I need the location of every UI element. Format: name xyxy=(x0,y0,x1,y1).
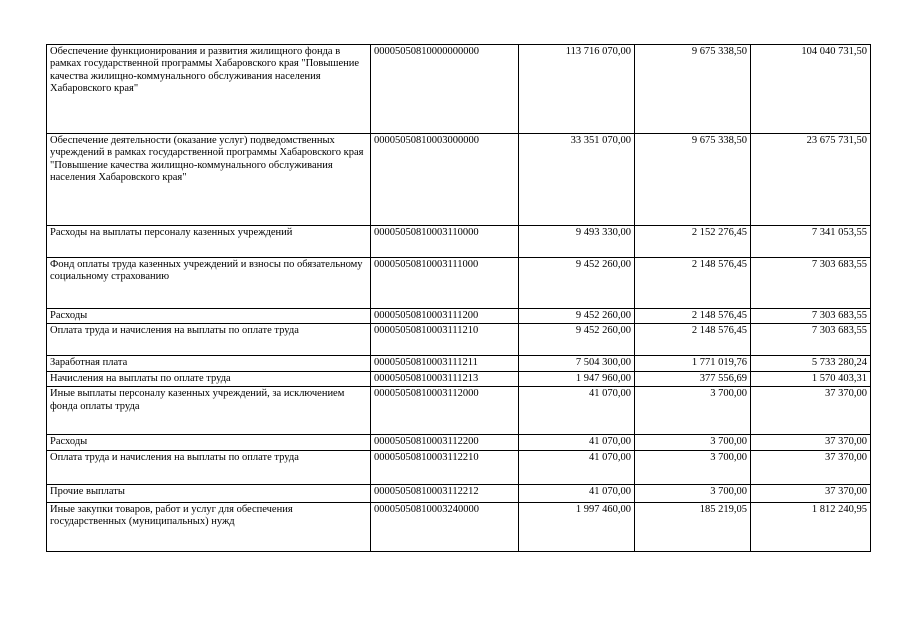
row-executed: 2 148 576,45 xyxy=(635,258,751,309)
row-approved: 41 070,00 xyxy=(519,484,635,502)
row-name: Прочие выплаты xyxy=(47,484,371,502)
table-row xyxy=(47,226,871,258)
row-executed: 2 148 576,45 xyxy=(635,324,751,356)
row-remaining: 5 733 280,24 xyxy=(751,356,871,371)
table-row xyxy=(47,450,871,484)
row-approved: 1 997 460,00 xyxy=(519,502,635,551)
table-row xyxy=(47,324,871,356)
row-name: Расходы xyxy=(47,309,371,324)
row-remaining: 1 812 240,95 xyxy=(751,502,871,551)
row-code: 00005050810003111200 xyxy=(371,309,519,324)
row-name: Заработная плата xyxy=(47,356,371,371)
row-executed: 377 556,69 xyxy=(635,371,751,386)
row-remaining: 7 341 053,55 xyxy=(751,226,871,258)
row-code: 00005050810003240000 xyxy=(371,502,519,551)
row-executed: 185 219,05 xyxy=(635,502,751,551)
row-name: Иные выплаты персоналу казенных учреждений, за исключением фонда оплаты труда xyxy=(47,387,371,435)
row-approved: 33 351 070,00 xyxy=(519,134,635,226)
row-executed: 2 152 276,45 xyxy=(635,226,751,258)
row-name: Обеспечение деятельности (оказание услуг) подведомственных учреждений в рамках государственной программы Хабаровского края "Повышение качества жилищно-коммунального обслуживания населения Хабаровского края" xyxy=(47,134,371,226)
row-approved: 9 493 330,00 xyxy=(519,226,635,258)
row-approved: 7 504 300,00 xyxy=(519,356,635,371)
row-remaining: 7 303 683,55 xyxy=(751,324,871,356)
row-approved: 41 070,00 xyxy=(519,435,635,450)
table-row xyxy=(47,356,871,371)
row-approved: 9 452 260,00 xyxy=(519,309,635,324)
row-name: Фонд оплаты труда казенных учреждений и взносы по обязательному социальному страхованию xyxy=(47,258,371,309)
table-row xyxy=(47,387,871,435)
row-code: 00005050810003111000 xyxy=(371,258,519,309)
row-code: 00005050810003111210 xyxy=(371,324,519,356)
row-name: Расходы на выплаты персоналу казенных учреждений xyxy=(47,226,371,258)
row-code: 00005050810003111213 xyxy=(371,371,519,386)
row-name: Оплата труда и начисления на выплаты по оплате труда xyxy=(47,324,371,356)
row-remaining: 7 303 683,55 xyxy=(751,258,871,309)
row-code: 00005050810000000000 xyxy=(371,45,519,134)
row-code: 00005050810003112000 xyxy=(371,387,519,435)
row-code: 00005050810003112212 xyxy=(371,484,519,502)
row-executed: 1 771 019,76 xyxy=(635,356,751,371)
table-row xyxy=(47,45,871,134)
row-approved: 41 070,00 xyxy=(519,387,635,435)
row-remaining: 23 675 731,50 xyxy=(751,134,871,226)
row-remaining: 37 370,00 xyxy=(751,387,871,435)
row-approved: 113 716 070,00 xyxy=(519,45,635,134)
row-code: 00005050810003112200 xyxy=(371,435,519,450)
table-row xyxy=(47,502,871,551)
row-executed: 3 700,00 xyxy=(635,450,751,484)
budget-execution-table xyxy=(46,44,871,552)
row-remaining: 1 570 403,31 xyxy=(751,371,871,386)
row-remaining: 7 303 683,55 xyxy=(751,309,871,324)
row-executed: 3 700,00 xyxy=(635,387,751,435)
row-code: 00005050810003110000 xyxy=(371,226,519,258)
row-name: Иные закупки товаров, работ и услуг для обеспечения государственных (муниципальных) нужд xyxy=(47,502,371,551)
row-executed: 9 675 338,50 xyxy=(635,45,751,134)
row-executed: 3 700,00 xyxy=(635,435,751,450)
table-row xyxy=(47,435,871,450)
row-name: Начисления на выплаты по оплате труда xyxy=(47,371,371,386)
row-code: 00005050810003111211 xyxy=(371,356,519,371)
row-remaining: 104 040 731,50 xyxy=(751,45,871,134)
row-code: 00005050810003112210 xyxy=(371,450,519,484)
row-code: 00005050810003000000 xyxy=(371,134,519,226)
row-remaining: 37 370,00 xyxy=(751,435,871,450)
row-approved: 1 947 960,00 xyxy=(519,371,635,386)
row-name: Оплата труда и начисления на выплаты по оплате труда xyxy=(47,450,371,484)
row-approved: 9 452 260,00 xyxy=(519,258,635,309)
table-row xyxy=(47,484,871,502)
row-name: Обеспечение функционирования и развития жилищного фонда в рамках государственной программы Хабаровского края "Повышение качества жилищно-коммунального обслуживания населения Хабаровского края" xyxy=(47,45,371,134)
row-executed: 3 700,00 xyxy=(635,484,751,502)
table-row xyxy=(47,309,871,324)
row-executed: 9 675 338,50 xyxy=(635,134,751,226)
table-row xyxy=(47,134,871,226)
row-executed: 2 148 576,45 xyxy=(635,309,751,324)
row-name: Расходы xyxy=(47,435,371,450)
row-approved: 9 452 260,00 xyxy=(519,324,635,356)
table-row xyxy=(47,258,871,309)
row-approved: 41 070,00 xyxy=(519,450,635,484)
row-remaining: 37 370,00 xyxy=(751,484,871,502)
row-remaining: 37 370,00 xyxy=(751,450,871,484)
table-row xyxy=(47,371,871,386)
